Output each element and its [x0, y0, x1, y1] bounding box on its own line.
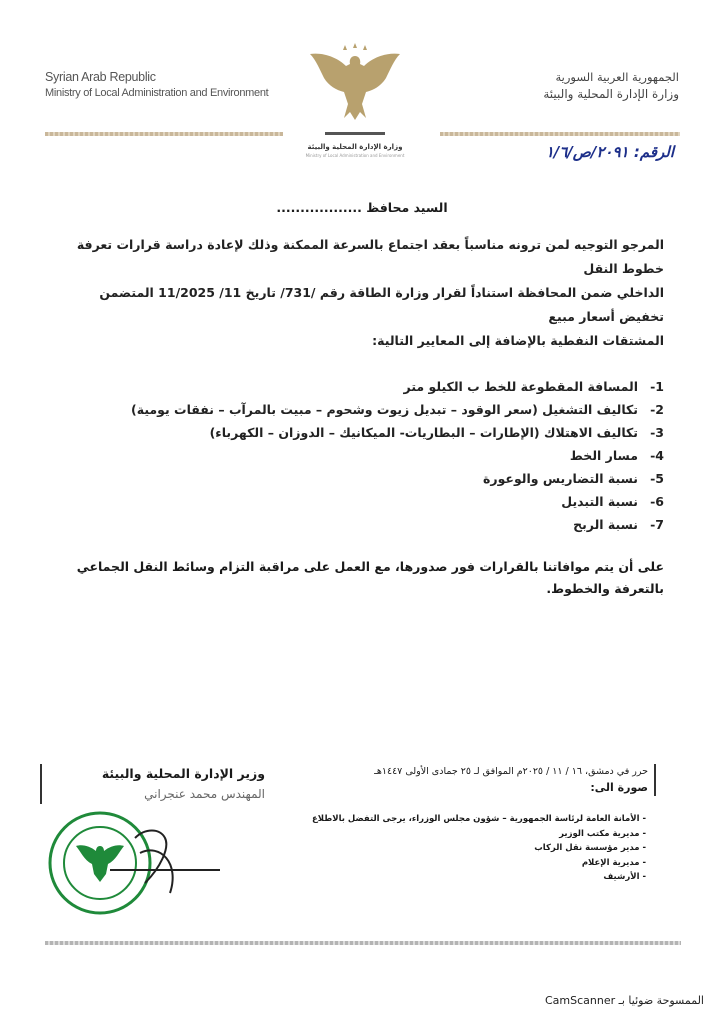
official-stamp-and-signature [40, 808, 230, 918]
logo-ar-text: وزارة الإدارة المحلية والبيئة [307, 143, 403, 151]
dateline-block [276, 764, 656, 796]
eagle-emblem-logo [300, 42, 410, 158]
item-text: نسبة التبديل [561, 494, 638, 509]
item-text: مسار الخط [569, 448, 638, 463]
dateline: حرر في دمشق، ١٦ / ١١ / ٢٠٢٥م الموافق لـ ٢٥ جمادى الأولى ١٤٤٧هـ [374, 766, 648, 777]
copy-item: - مدير مؤسسة نقل الركاب [534, 843, 646, 853]
item-number: 2- [650, 402, 664, 417]
criteria-list [54, 375, 664, 536]
criteria-item [54, 444, 664, 467]
criteria-item [54, 467, 664, 490]
item-text: المسافة المقطوعة للخط ب الكيلو متر [403, 379, 638, 394]
header-divider-left [45, 132, 283, 136]
logo-en-text: Ministry of Local Administration and Environment [305, 153, 405, 158]
body-paragraph [54, 233, 664, 353]
paragraph-line: المشتقات النفطية بالإضافة إلى المعايير التالية: [372, 333, 664, 348]
criteria-item [54, 421, 664, 444]
item-text: نسبة التضاريس والوعورة [483, 471, 638, 486]
header-en-country: Syrian Arab Republic [45, 70, 156, 84]
closing-text: على أن يتم موافاتنا بالقرارات فور صدورها، مع العمل على مراقبة التزام وسائط النقل الجماعي بالتعرفة والخطوط. [76, 559, 664, 596]
copies-list [246, 812, 646, 885]
criteria-item [54, 375, 664, 398]
header-en-ministry: Ministry of Local Administration and Environment [45, 87, 269, 99]
reference-number: الرقم: ٢٠٩١/ص/١/٦ [545, 143, 674, 161]
item-number: 6- [650, 494, 664, 509]
criteria-item [54, 513, 664, 536]
item-number: 4- [650, 448, 664, 463]
item-text: تكاليف التشغيل (سعر الوقود – تبديل زيوت وشحوم – مبيت بالمرآب – نفقات يومية) [131, 402, 638, 417]
copy-item: - الأرشيف [603, 872, 646, 882]
item-text: تكاليف الاهتلاك (الإطارات – البطاريات- الميكانيك – الدوزان – الكهرباء) [209, 425, 638, 440]
item-text: نسبة الربح [573, 517, 638, 532]
minister-name: المهندس محمد عنجراني [144, 787, 265, 801]
criteria-item [54, 398, 664, 421]
copy-item: - مديرية مكتب الوزير [559, 828, 646, 839]
criteria-item [54, 490, 664, 513]
signature-block [40, 764, 265, 804]
item-number: 1- [650, 379, 664, 394]
minister-title: وزير الإدارة المحلية والبيئة [101, 766, 265, 781]
header-ar-ministry: وزارة الإدارة المحلية والبيئة [543, 87, 679, 101]
logo-divider [325, 132, 385, 135]
copies-heading: صورة الى: [590, 781, 648, 794]
camscanner-watermark: الممسوحة ضوئيا بـ CamScanner [544, 994, 704, 1007]
item-number: 7- [650, 517, 664, 532]
letter-body [54, 233, 664, 600]
item-number: 5- [650, 471, 664, 486]
footer-divider [45, 941, 681, 945]
header-ar-country: الجمهورية العربية السورية [555, 70, 679, 84]
copy-item: - مديرية الإعلام [581, 857, 646, 868]
paragraph-line: المرجو التوجيه لمن ترونه مناسباً بعقد اجتماع بالسرعة الممكنة وذلك لإعادة دراسة قرارات تعرفة خطوط النقل [76, 237, 664, 276]
header-divider-right [440, 132, 680, 136]
paragraph-line: الداخلي ضمن المحافظة استناداً لقرار وزارة الطاقة رقم /731/ تاريخ 11/ 11/2025 المتضمن تخفيض أسعار مبيع [99, 285, 664, 324]
eagle-icon [300, 42, 410, 122]
copy-item: - الأمانة العامة لرئاسة الجمهورية – شؤون مجلس الوزراء، يرجى التفضل بالاطلاع [311, 814, 646, 824]
addressee: السيد محافظ .................. [276, 200, 448, 215]
item-number: 3- [650, 425, 664, 440]
